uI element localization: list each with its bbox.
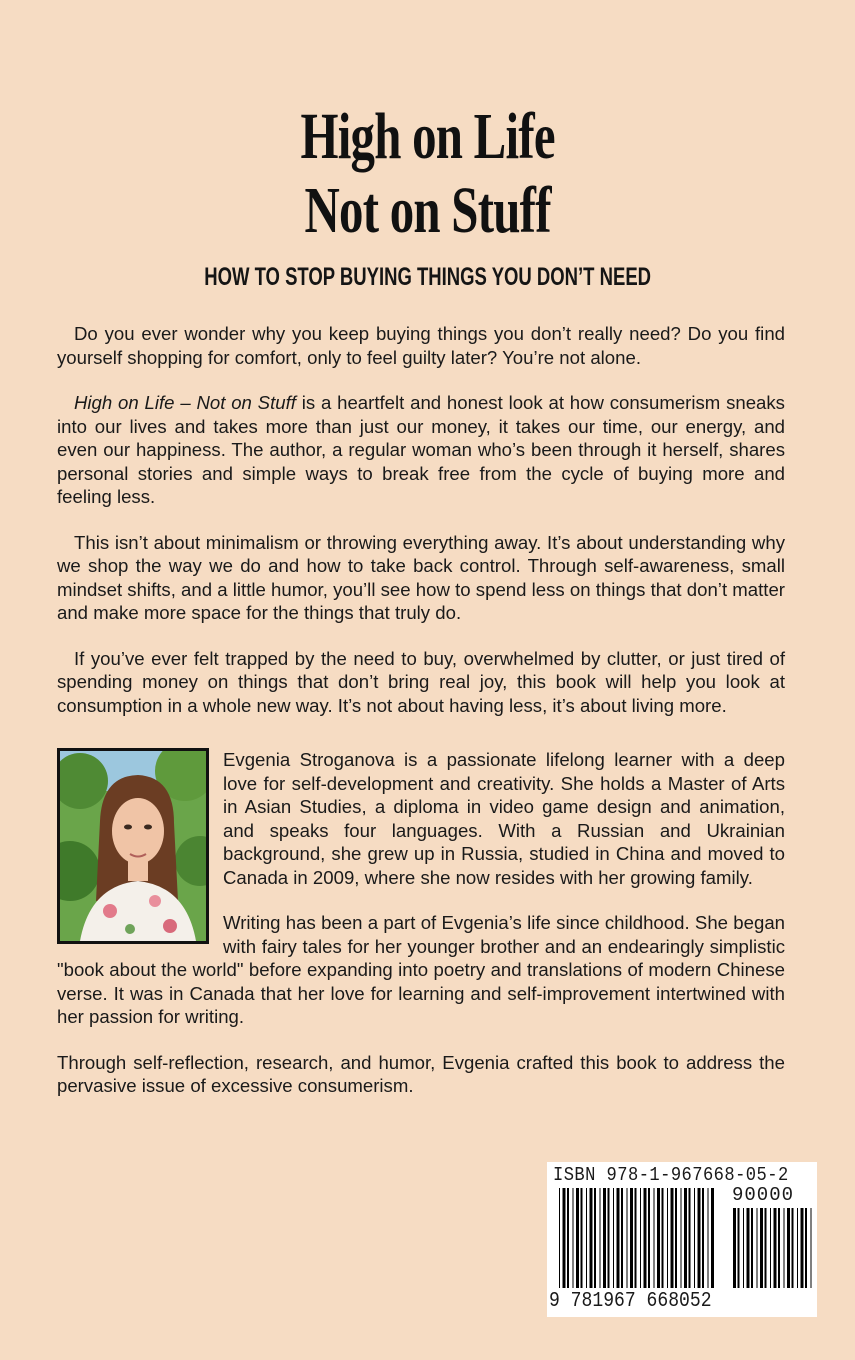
author-section — [57, 748, 785, 1120]
barcode-bar — [681, 1188, 682, 1288]
title-line-1: High on Life — [300, 100, 555, 173]
barcode-bar — [743, 1208, 744, 1288]
ean-digits: 9 781967 668052 — [549, 1290, 712, 1313]
barcode-bar — [671, 1188, 674, 1288]
barcode-bar — [603, 1188, 606, 1288]
book-subtitle: HOW TO STOP BUYING THINGS YOU DON’T NEED — [204, 263, 652, 291]
barcode-bar — [586, 1188, 587, 1288]
barcode-bar — [738, 1208, 740, 1288]
description-paragraph-4: If you’ve ever felt trapped by the need to buy, overwhelmed by clutter, or just tired of spending money on things that don’t bring real joy, this book will help you look at consumption in a whole new way. It’s not about having less, it’s about living more. — [57, 647, 785, 716]
barcode-bar — [576, 1188, 579, 1288]
barcode-bar — [667, 1188, 668, 1288]
barcode-bar — [567, 1188, 569, 1288]
barcode-bar — [657, 1188, 660, 1288]
barcode-bar — [630, 1188, 633, 1288]
barcode-bar — [778, 1208, 780, 1288]
barcode-bar — [608, 1188, 610, 1288]
addon-bars — [733, 1208, 812, 1288]
barcode-bar — [708, 1188, 709, 1288]
author-bio-paragraph-1: Evgenia Stroganova is a passionate lifelong learner with a deep love for self-development and creativity. She holds a Master of Arts in Asian Studies, a diploma in video game design and animation, and speaks four languages. With a Russian and Ukrainian background, she grew up in Russia, studied in China and moved to Canada in 2009, where she now resides with her growing family. — [223, 749, 785, 888]
barcode-bar — [770, 1208, 771, 1288]
author-portrait-illustration — [60, 751, 206, 941]
barcode-bar — [765, 1208, 767, 1288]
barcode-bar — [662, 1188, 664, 1288]
barcode-bar — [797, 1208, 798, 1288]
barcode-bar — [702, 1188, 704, 1288]
barcode-bar — [787, 1208, 790, 1288]
author-bio-paragraph-3: Through self-reflection, research, and humor, Evgenia crafted this book to address the pervasive issue of excessive consumerism. — [57, 1051, 785, 1096]
description-paragraph-2-text: is a heartfelt and honest look at how consumerism sneaks into our lives and takes more than just our money, it takes our time, our energy, and even our happiness. The author, a regular woman who’s been through it herself, shares personal stories and simple ways to break free from the cycle of buying more and feeling less. — [57, 392, 785, 507]
barcode-bar — [617, 1188, 620, 1288]
description-paragraph-1: Do you ever wonder why you keep buying things you don’t really need? Do you find yourself shopping for comfort, only to feel guilty later? You’re not alone. — [57, 323, 785, 368]
barcode-bar — [805, 1208, 807, 1288]
barcode-bar — [563, 1188, 566, 1288]
barcode-bar — [581, 1188, 583, 1288]
barcode-bar — [621, 1188, 623, 1288]
book-description — [57, 322, 785, 739]
barcode-bar — [613, 1188, 614, 1288]
barcode-bar — [648, 1188, 650, 1288]
book-title — [111, 100, 744, 248]
barcode-bar — [559, 1188, 560, 1288]
barcode-bar — [792, 1208, 794, 1288]
barcode-bar — [654, 1188, 655, 1288]
barcode-bar — [600, 1188, 601, 1288]
barcode-bar — [747, 1208, 750, 1288]
isbn-barcode — [547, 1162, 817, 1317]
barcode-bar — [774, 1208, 777, 1288]
barcode-bar — [627, 1188, 628, 1288]
price-code: 90000 — [732, 1184, 795, 1206]
barcode-bar — [811, 1208, 812, 1288]
barcode-bar — [694, 1188, 695, 1288]
title-line-2: Not on Stuff — [304, 174, 551, 247]
barcode-bar — [635, 1188, 637, 1288]
barcode-bar — [640, 1188, 641, 1288]
barcode-bar — [760, 1208, 763, 1288]
description-book-title: High on Life – Not on Stuff — [74, 392, 296, 413]
barcode-bar — [751, 1208, 753, 1288]
author-bio-paragraph-2: Writing has been a part of Evgenia’s life since childhood. She began with fairy tales for her younger brother and an endearingly simplistic "book about the world" before expanding into poetry and translations of modern Chinese verse. It was in Canada that her love for learning and self-improvement intertwined with her passion for writing. — [57, 912, 785, 1027]
barcode-bar — [711, 1188, 714, 1288]
barcode-bar — [757, 1208, 758, 1288]
ean-bars — [559, 1188, 714, 1288]
barcode-bar — [784, 1208, 785, 1288]
barcode-bar — [698, 1188, 701, 1288]
barcode-bar — [801, 1208, 804, 1288]
description-paragraph-3: This isn’t about minimalism or throwing everything away. It’s about understanding why we shop the way we do and how to take back control. Through self-awareness, small mindset shifts, and a little humor, you’ll see how to spend less on things that don’t matter and make more space for the things that truly do. — [57, 531, 785, 623]
barcode-bar — [594, 1188, 596, 1288]
description-paragraph-2 — [57, 391, 785, 509]
barcode-bar — [733, 1208, 736, 1288]
author-photo — [57, 748, 209, 944]
barcode-bar — [573, 1188, 574, 1288]
barcode-bar — [675, 1188, 677, 1288]
barcode-bar — [590, 1188, 593, 1288]
isbn-number: ISBN 978-1-967668-05-2 — [553, 1164, 789, 1186]
barcode-bar — [644, 1188, 647, 1288]
barcode-bar — [689, 1188, 691, 1288]
barcode-bar — [684, 1188, 687, 1288]
